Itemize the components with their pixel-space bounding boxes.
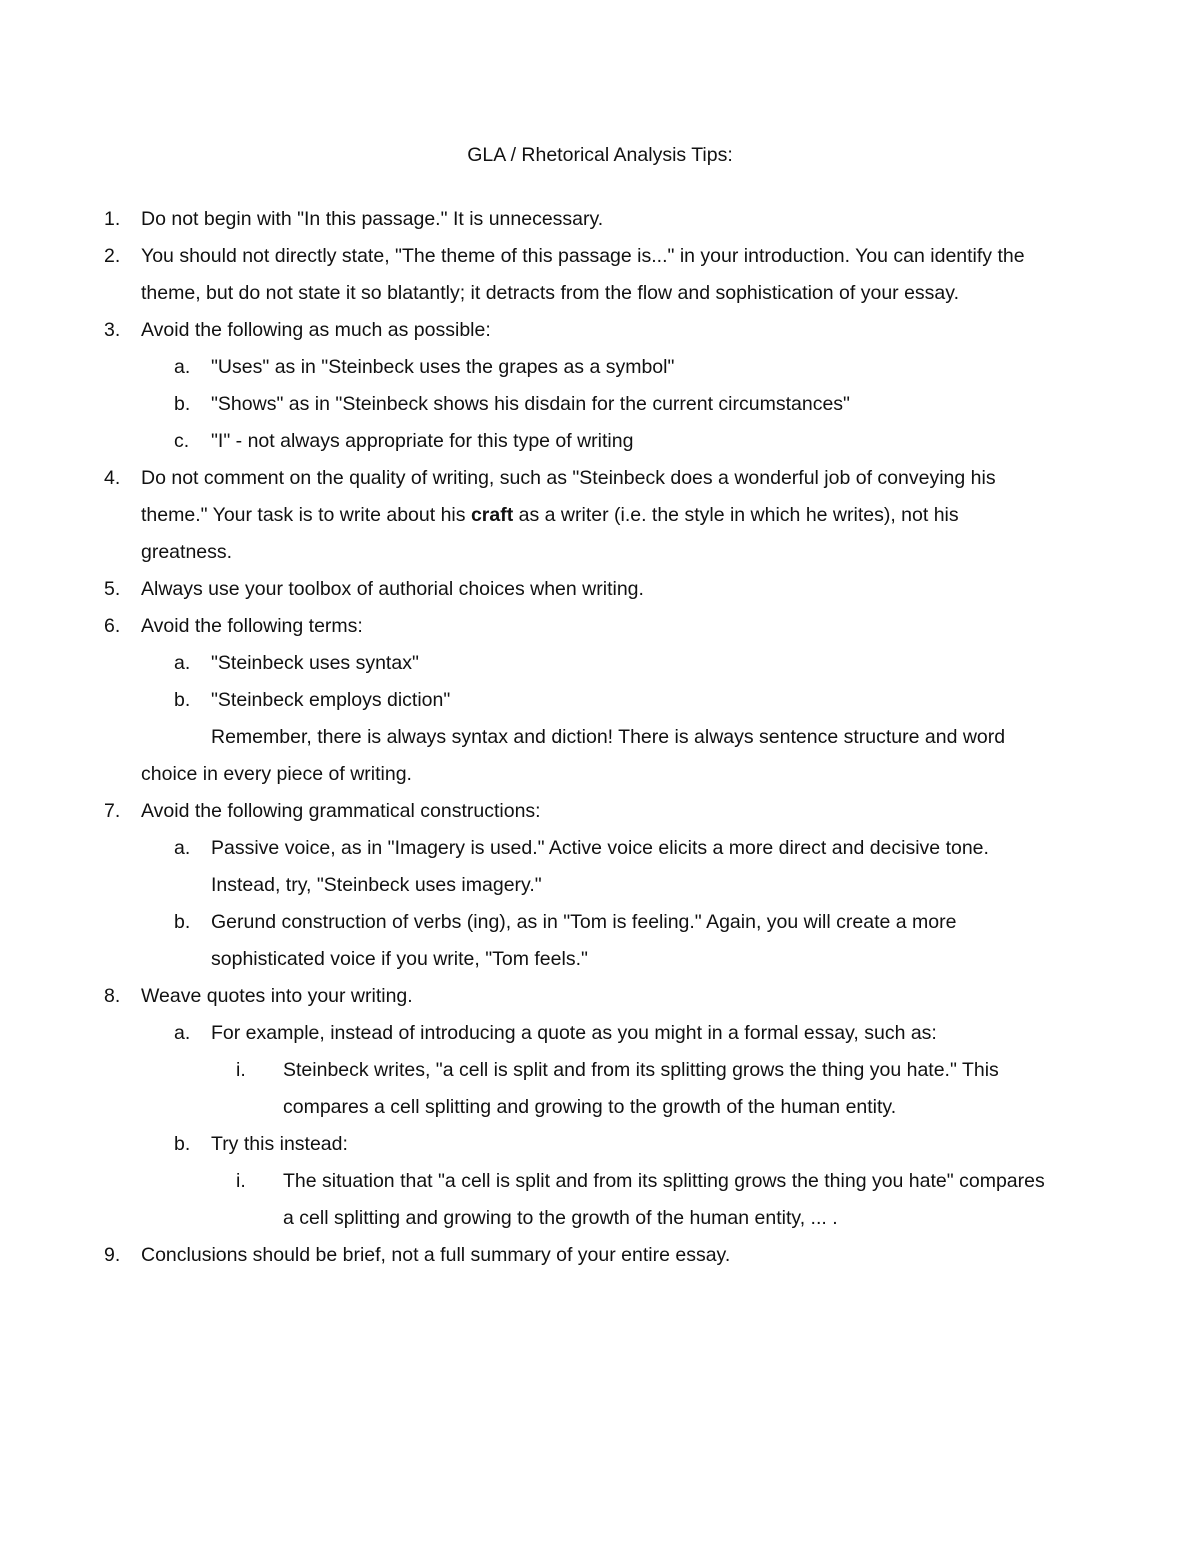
- list-item: [0, 460, 1200, 497]
- item-number: 9.: [104, 1244, 121, 1266]
- item-text: Do not comment on the quality of writing, such as "Steinbeck does a wonderful job of conveying his: [141, 467, 996, 489]
- item-number: 8.: [104, 985, 121, 1007]
- sub-list-item: [0, 386, 1200, 423]
- sub-item-letter: b.: [174, 393, 191, 415]
- sub-item-text: "Shows" as in "Steinbeck shows his disdain for the current circumstances": [211, 393, 850, 415]
- tips-list: [0, 201, 1200, 1274]
- sub-item-text: Passive voice, as in "Imagery is used." Active voice elicits a more direct and decisive tone.: [211, 837, 989, 859]
- item-text: Conclusions should be brief, not a full summary of your entire essay.: [141, 1244, 731, 1266]
- item-number: 4.: [104, 467, 121, 489]
- sub-item-text: "Steinbeck employs diction": [211, 689, 451, 711]
- sub-item-text: sophisticated voice if you write, "Tom feels.": [211, 948, 588, 970]
- item-text: Avoid the following terms:: [141, 615, 363, 637]
- list-item: [0, 201, 1200, 238]
- item-text: greatness.: [141, 541, 233, 563]
- item-text: Weave quotes into your writing.: [141, 985, 413, 1007]
- sub-item-letter: a.: [174, 1022, 191, 1044]
- sub-sub-item-text: Steinbeck writes, "a cell is split and from its splitting grows the thing you hate." This: [283, 1059, 999, 1081]
- sub-item-letter: a.: [174, 652, 191, 674]
- sub-item-text: Try this instead:: [211, 1133, 348, 1155]
- note-text: choice in every piece of writing.: [141, 763, 412, 785]
- bold-word: craft: [470, 504, 514, 526]
- list-item-continuation: [0, 534, 1200, 571]
- item-text: theme, but do not state it so blatantly; it detracts from the flow and sophistication of your essay.: [141, 282, 959, 304]
- sub-item-text: "Uses" as in "Steinbeck uses the grapes as a symbol": [211, 356, 675, 378]
- document-title: GLA / Rhetorical Analysis Tips:: [467, 144, 733, 166]
- item-text: Avoid the following as much as possible:: [141, 319, 491, 341]
- sub-item-letter: c.: [174, 430, 190, 452]
- note-line: [0, 756, 1200, 793]
- list-item: [0, 238, 1200, 275]
- sub-sub-item-numeral: i.: [236, 1059, 246, 1081]
- note-line: [0, 719, 1200, 756]
- item-number: 2.: [104, 245, 121, 267]
- sub-list-item: [0, 349, 1200, 386]
- list-item-continuation: [0, 275, 1200, 312]
- sub-sub-list-item: [0, 1052, 1200, 1089]
- note-text: Remember, there is always syntax and diction! There is always sentence structure and word: [211, 726, 1006, 748]
- item-number: 7.: [104, 800, 121, 822]
- item-text: Do not begin with "In this passage." It is unnecessary.: [141, 208, 604, 230]
- item-text: Always use your toolbox of authorial choices when writing.: [141, 578, 644, 600]
- sub-sub-item-text: compares a cell splitting and growing to the growth of the human entity.: [283, 1096, 897, 1118]
- sub-sub-item-text: The situation that "a cell is split and from its splitting grows the thing you hate" compares: [283, 1170, 1045, 1192]
- sub-item-letter: b.: [174, 911, 191, 933]
- sub-list-item-continuation: [0, 867, 1200, 904]
- sub-sub-list-item: [0, 1163, 1200, 1200]
- sub-list-item: [0, 1015, 1200, 1052]
- sub-item-letter: b.: [174, 689, 191, 711]
- item-number: 1.: [104, 208, 121, 230]
- text-segment: theme." Your task is to write about his: [141, 504, 471, 526]
- item-number: 3.: [104, 319, 121, 341]
- list-item: [0, 978, 1200, 1015]
- sub-sub-item-text: a cell splitting and growing to the growth of the human entity, ... .: [283, 1207, 838, 1229]
- list-item: [0, 608, 1200, 645]
- item-number: 6.: [104, 615, 121, 637]
- sub-item-text: For example, instead of introducing a quote as you might in a formal essay, such as:: [211, 1022, 937, 1044]
- list-item: [0, 312, 1200, 349]
- sub-item-letter: b.: [174, 1133, 191, 1155]
- list-item: [0, 1237, 1200, 1274]
- sub-list-item: [0, 423, 1200, 460]
- item-text: Avoid the following grammatical constructions:: [141, 800, 541, 822]
- list-item: [0, 793, 1200, 830]
- sub-item-letter: a.: [174, 356, 191, 378]
- sub-sub-list-item-continuation: [0, 1200, 1200, 1237]
- item-text: [141, 497, 959, 534]
- sub-sub-item-numeral: i.: [236, 1170, 246, 1192]
- sub-item-text: "I" - not always appropriate for this type of writing: [211, 430, 634, 452]
- sub-item-text: Gerund construction of verbs (ing), as in "Tom is feeling." Again, you will create a more: [211, 911, 957, 933]
- item-text: You should not directly state, "The theme of this passage is..." in your introduction. You can identify the: [141, 245, 1025, 267]
- sub-item-letter: a.: [174, 837, 191, 859]
- sub-list-item: [0, 904, 1200, 941]
- sub-item-text: Instead, try, "Steinbeck uses imagery.": [211, 874, 542, 896]
- sub-list-item: [0, 830, 1200, 867]
- sub-list-item: [0, 1126, 1200, 1163]
- text-segment: as a writer (i.e. the style in which he writes), not his: [513, 504, 959, 526]
- sub-list-item-continuation: [0, 941, 1200, 978]
- sub-item-text: "Steinbeck uses syntax": [211, 652, 419, 674]
- item-number: 5.: [104, 578, 121, 600]
- list-item: [0, 571, 1200, 608]
- sub-sub-list-item-continuation: [0, 1089, 1200, 1126]
- sub-list-item: [0, 682, 1200, 719]
- sub-list-item: [0, 645, 1200, 682]
- list-item-continuation: [0, 497, 1200, 534]
